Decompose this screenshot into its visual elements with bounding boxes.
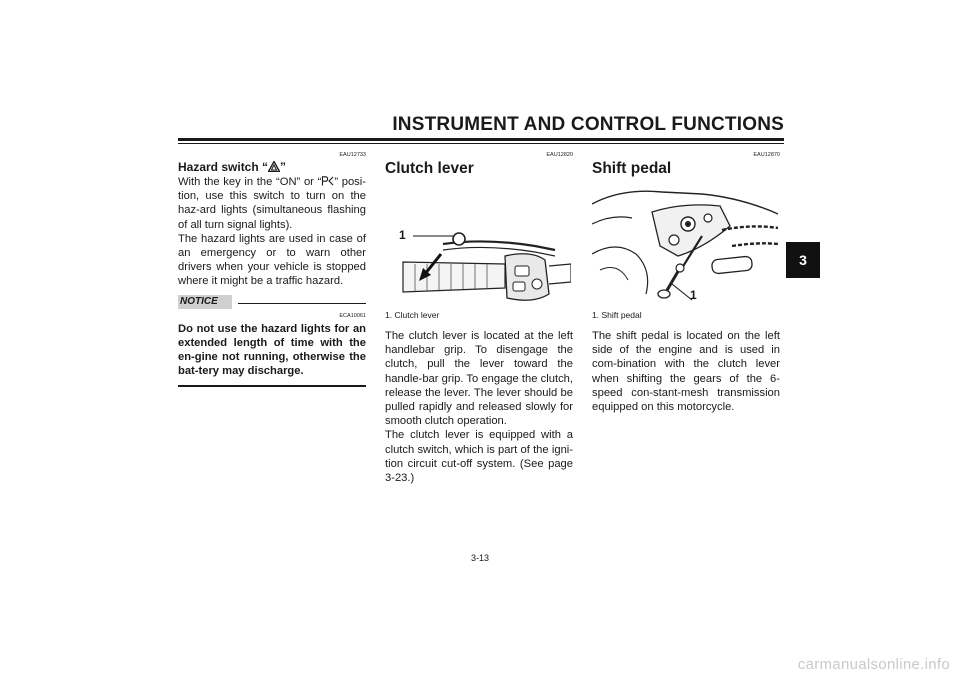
shift-paragraph-1: The shift pedal is located on the left side of the engine and is used in com-bination with the clutch lever when shifting the gears of the 6-speed con-stant-mesh transmission equipped on this motorcycle.	[592, 330, 780, 414]
hazard-section	[178, 152, 366, 387]
section-code: EAU12733	[339, 152, 366, 158]
clutch-caption: 1. Clutch lever	[385, 310, 440, 320]
clutch-lever-illustration	[385, 184, 571, 306]
clutch-figure-label: 1	[399, 228, 406, 242]
hazard-paragraph-1: With the key in the “ON” or “ ” posi-tion, use this switch to turn on the haz-ard lights (simultaneous flashing of all turn signal lights).	[178, 176, 366, 231]
notice-header	[178, 295, 366, 311]
header-rule-thick	[178, 138, 784, 141]
clutch-lever-heading: Clutch lever	[385, 160, 474, 177]
notice-code: ECA10061	[339, 312, 366, 319]
section-code: EAU12820	[546, 152, 573, 158]
notice-label: NOTICE	[178, 295, 232, 309]
notice-text: Do not use the hazard lights for an extended length of time with the en-gine not running, otherwise the bat-tery may discharge.	[178, 322, 366, 378]
clutch-paragraph-1: The clutch lever is located at the left handlebar grip. To disengage the clutch, pull the lever toward the handle-bar grip. To engage the clutch, release the lever. The lever should be pulled rapidly and released slowly for smooth clutch operation.	[385, 330, 573, 428]
hazard-paragraph-2: The hazard lights are used in case of an emergency or to warn other drivers when your vehicle is stopped where it might be a traffic hazard.	[178, 232, 366, 288]
shift-pedal-heading: Shift pedal	[592, 160, 672, 177]
page-header-title: INSTRUMENT AND CONTROL FUNCTIONS	[392, 114, 784, 135]
notice-rule	[238, 303, 366, 305]
chapter-tab[interactable]: 3	[786, 242, 820, 278]
page-number: 3-13	[470, 553, 489, 563]
section-code: EAU12870	[753, 152, 780, 158]
shift-figure-label: 1	[690, 288, 697, 302]
hazard-switch-heading: Hazard switch “ ”	[178, 160, 287, 174]
clutch-lever-drawing	[385, 184, 571, 306]
clutch-paragraph-2: The clutch lever is equipped with a clutch switch, which is part of the igni-tion circuit cut-off system. (See page 3-23.)	[385, 429, 573, 485]
clutch-section	[385, 152, 573, 485]
shift-caption: 1. Shift pedal	[592, 310, 642, 320]
shift-pedal-drawing	[592, 184, 778, 306]
shift-section	[592, 152, 780, 414]
hazard-triangle-icon	[268, 161, 280, 172]
parking-p-icon	[321, 176, 334, 186]
header-rule-thin	[178, 143, 784, 144]
notice-end-rule	[178, 385, 366, 387]
shift-pedal-illustration	[592, 184, 778, 306]
watermark-text: carmanualsonline.info	[797, 656, 950, 673]
